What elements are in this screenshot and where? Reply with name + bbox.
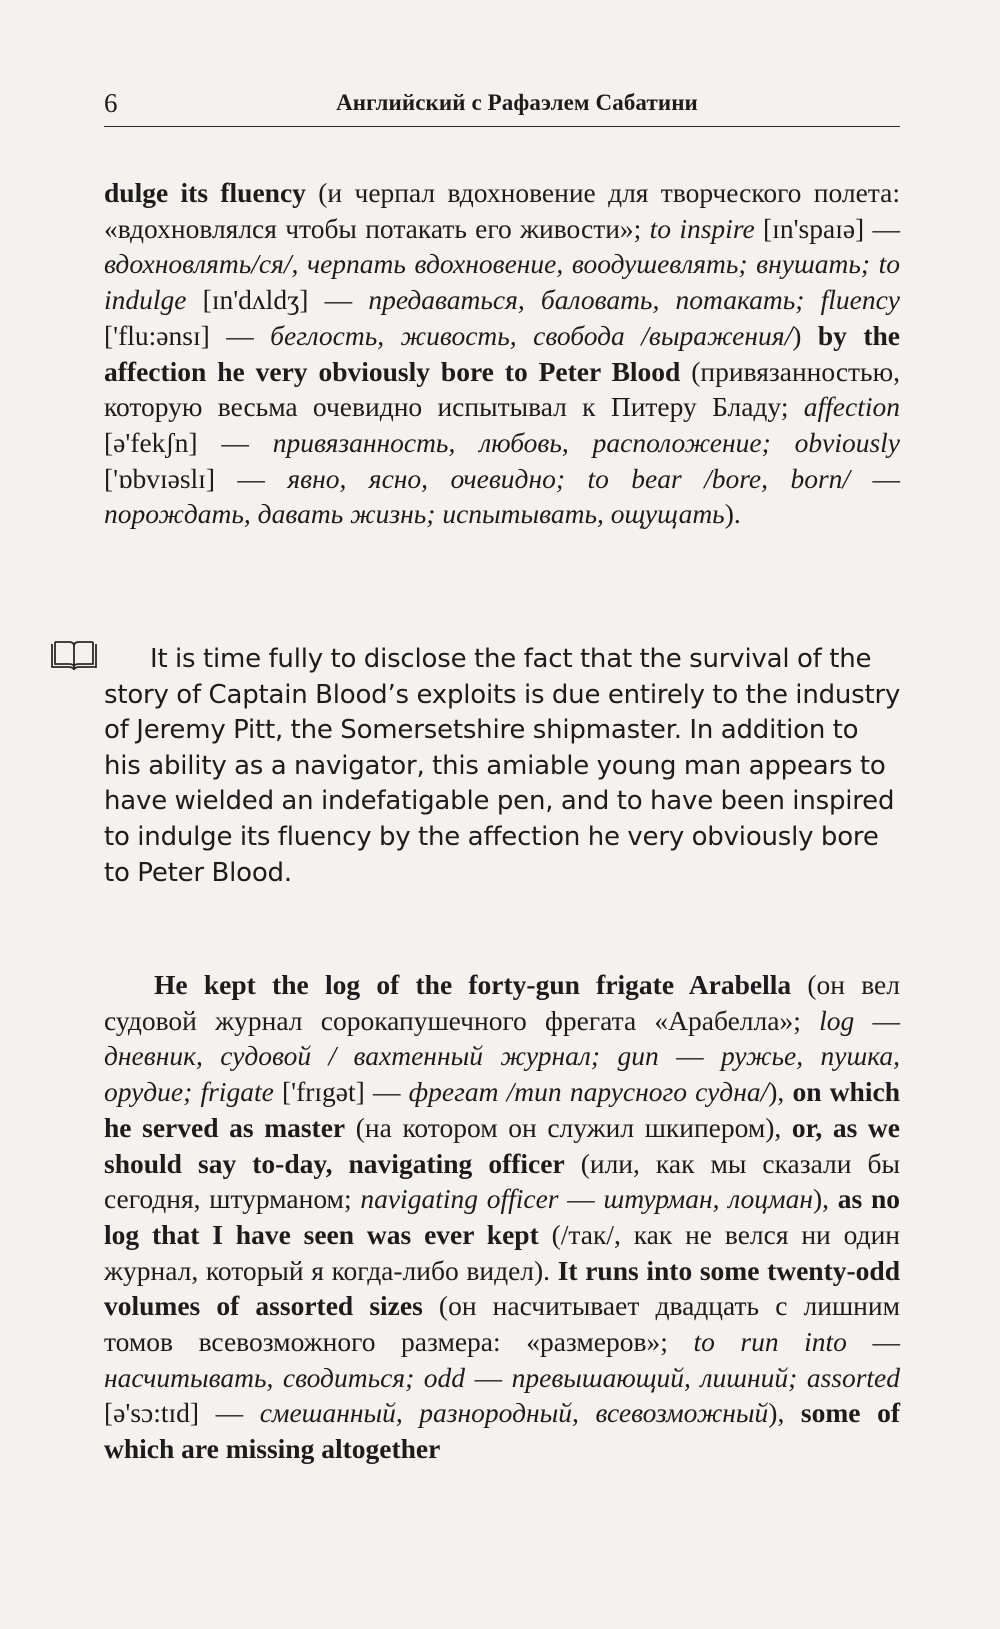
dash: — <box>465 1361 512 1393</box>
term-definition: явно, ясно, очевидно; <box>287 462 588 494</box>
translation-text: (привязанностью, которую весьма очевидно испытывал к Питеру Бладу; <box>104 355 900 423</box>
page-header <box>104 88 900 127</box>
translation-text: ), <box>768 1397 801 1429</box>
translation-text: (на котором он служил шкипером), <box>345 1111 792 1143</box>
transcription: [ə'fekʃn] — <box>104 426 273 458</box>
translation-text: (или, как мы сказали бы сегодня, штурманом; <box>104 1147 901 1215</box>
english-term: frigate <box>200 1076 274 1108</box>
transcription: [ɪn'spaɪə] — <box>754 212 901 244</box>
transcription: ['ɒbvɪəslɪ] — <box>104 462 288 494</box>
term-definition: привязанность, любовь, расположение; <box>272 426 795 458</box>
commentary-paragraph-1 <box>104 175 900 532</box>
term-definition: насчитывать, сводиться; <box>104 1361 424 1393</box>
english-phrase: on which he served as master <box>104 1076 900 1143</box>
original-text <box>104 642 902 891</box>
transcription: ['flu:ənsɪ] — <box>104 319 271 351</box>
page-number: 6 <box>104 88 118 118</box>
translation-text: (/так/, как не велся ни один журнал, который я когда-либо видел). <box>104 1218 901 1286</box>
original-text-body: It is time fully to disclose the fact that the survival of the story of Captain Blood’s exploits is due entirely to the industry of Jeremy Pitt, the Somersetshire shipmaster. In addition to his ability as a navigator, this amiable young man appears to have wielded an indefatigable pen, and to have been inspired to indulge its fluency by the affection he very obviously bore to Peter Blood. <box>104 644 901 888</box>
translation-text: (он насчитывает двадцать с лишним томов всевозможного размера: «размеров»; <box>104 1290 900 1358</box>
transcription: [ə'sɔ:tɪd] — <box>104 1397 260 1429</box>
commentary-paragraph-2 <box>104 967 900 1467</box>
english-term: odd <box>423 1361 466 1393</box>
english-phrase: by the affection he very obviously bore to Peter Blood <box>104 319 901 387</box>
english-phrase: He kept the log of the forty-gun frigate Arabella <box>154 969 792 1000</box>
dash: — <box>846 1326 900 1358</box>
dash: — <box>658 1040 722 1072</box>
term-definition: вдохновлять/ся/, черпать вдохновение, воодушевлять; внушать; <box>104 248 879 280</box>
term-definition: штурман, лоцман <box>603 1183 813 1215</box>
term-definition: предаваться, баловать, потакать; <box>368 284 821 316</box>
translation-text: ), <box>768 1076 793 1108</box>
english-term: affection <box>803 391 900 423</box>
term-definition: фрегат /тип парусного судна/ <box>408 1076 769 1108</box>
english-term: to inspire <box>649 212 755 244</box>
translation-text: ) <box>792 319 818 351</box>
running-title: Английский с Рафаэлем Сабатини <box>336 90 698 115</box>
english-phrase: or, as we should say to-day, navigating officer <box>104 1111 900 1179</box>
term-definition: беглость, живость, свобода /выражения/ <box>270 319 793 351</box>
english-term: log <box>819 1004 855 1036</box>
term-definition: смешанный, разнородный, всевозможный <box>259 1397 769 1429</box>
english-term: to bear /bore, born/ <box>587 462 851 494</box>
english-term: gun <box>617 1040 659 1072</box>
english-phrase: as no log that I have seen was ever kept <box>104 1183 901 1250</box>
term-definition: ружье, пушка, орудие; <box>104 1040 901 1108</box>
dash: — <box>850 462 901 494</box>
transcription: [ɪn'dʌldʒ] — <box>186 284 369 316</box>
english-phrase: some of which are missing altogether <box>104 1397 900 1465</box>
english-term: assorted <box>806 1361 901 1393</box>
translation-text: (он вел судовой журнал сорокапушечного фрегата «Арабелла»; <box>104 969 900 1036</box>
english-term: fluency <box>820 284 900 316</box>
english-term: to run into <box>693 1326 847 1358</box>
translation-text: ). <box>724 498 741 530</box>
transcription: ['frɪgət] — <box>273 1076 409 1108</box>
term-definition: превышающий, лишний; <box>511 1361 807 1393</box>
english-term: navigating officer <box>360 1183 559 1215</box>
term-definition: дневник, судовой / вахтенный журнал; <box>104 1040 618 1072</box>
dash: — <box>854 1004 900 1036</box>
english-term: obviously <box>794 426 901 458</box>
translation-text: (и черпал вдохновение для творческого полета: «вдохновлялся чтобы потакать его живости»; <box>104 177 900 244</box>
term-definition: порождать, давать жизнь; испытывать, ощущать <box>104 498 725 530</box>
open-book-icon <box>49 640 99 672</box>
english-phrase: dulge its fluency <box>104 177 306 208</box>
english-phrase: It runs into some twenty-odd volumes of assorted sizes <box>104 1254 900 1322</box>
english-term: to indulge <box>104 248 900 316</box>
dash: — <box>558 1183 604 1215</box>
translation-text: ), <box>812 1183 838 1215</box>
